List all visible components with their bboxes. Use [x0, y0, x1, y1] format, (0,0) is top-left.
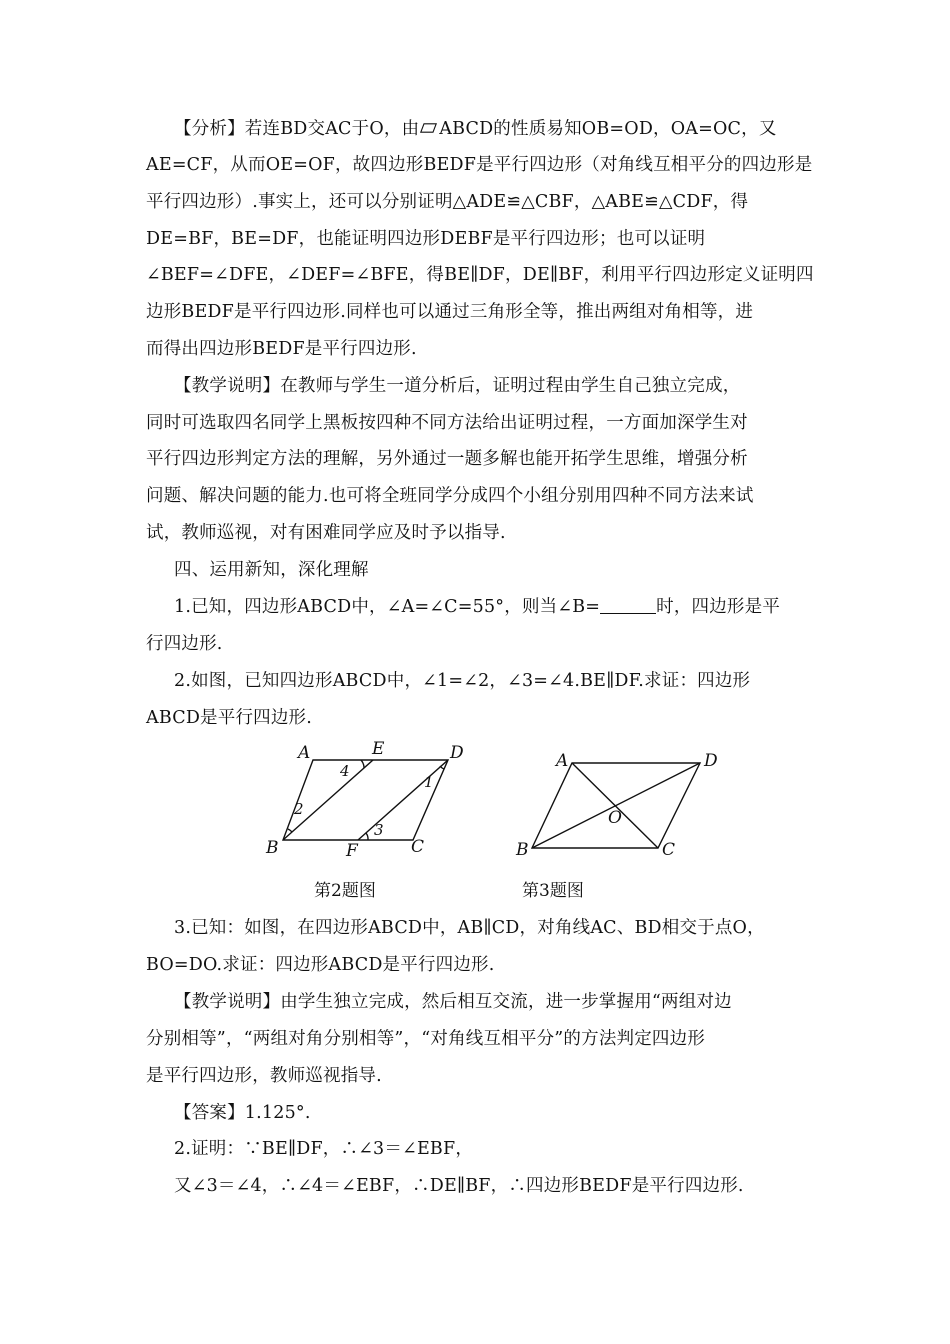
question-3-line-1: 3.已知：如图，在四边形ABCD中，AB∥CD，对角线AC、BD相交于点O， [174, 918, 765, 938]
label-b: B [266, 838, 279, 858]
label-o: O [608, 808, 622, 828]
answer-blank [600, 597, 656, 614]
teaching-note-2-line-3: 是平行四边形，教师巡视指导. [146, 1066, 382, 1086]
parallelogram-symbol-icon [420, 123, 437, 133]
analysis-line-1 [174, 117, 777, 141]
label-a: A [298, 743, 311, 763]
label-d: D [450, 743, 464, 763]
angle-arc-4 [361, 760, 364, 768]
label-c: C [662, 840, 676, 860]
figure-3-diagram [510, 745, 730, 865]
teaching-note-2-line-2: 分别相等”，“两组对角分别相等”，“对角线互相平分”的方法判定四边形 [146, 1029, 706, 1049]
answer-line-3: 又∠3＝∠4，∴∠4＝∠EBF，∴DE∥BF，∴四边形BEDF是平行四边形. [174, 1176, 744, 1196]
answer-line-1: 【答案】1.125°. [174, 1103, 311, 1123]
figure-2-diagram [260, 738, 480, 860]
label-a: A [556, 751, 569, 771]
question-1-line-1 [174, 595, 780, 619]
teaching-note-line-3: 平行四边形判定方法的理解，另外通过一题多解也能开拓学生思维，增强分析 [146, 449, 748, 469]
question-3-line-2: BO=DO.求证：四边形ABCD是平行四边形. [146, 955, 495, 975]
figure-2-caption: 第2题图 [314, 881, 376, 901]
angle-arc-3 [366, 833, 368, 840]
question-1-text: 1.已知，四边形ABCD中，∠A=∠C=55°，则当∠B= [174, 597, 601, 617]
teaching-note-line-5: 试，教师巡视，对有困难同学应及时予以指导. [146, 523, 506, 543]
label-d: D [704, 751, 718, 771]
parallelogram-abcd [283, 760, 448, 840]
label-f: F [346, 841, 358, 860]
analysis-line-1a: 【分析】若连BD交AC于O，由 [174, 119, 420, 139]
teaching-note-2-line-1: 【教学说明】由学生独立完成，然后相互交流，进一步掌握用“两组对边 [174, 992, 732, 1012]
question-2-line-2: ABCD是平行四边形. [146, 708, 313, 728]
teaching-note-line-4: 问题、解决问题的能力.也可将全班同学分成四个小组分别用四种不同方法来试 [146, 486, 754, 506]
analysis-line-6: 边形BEDF是平行四边形.同样也可以通过三角形全等，推出两组对角相等，进 [146, 302, 754, 322]
analysis-line-4: DE=BF，BE=DF，也能证明四边形DEBF是平行四边形；也可以证明 [146, 229, 706, 249]
analysis-line-2: AE=CF，从而OE=OF，故四边形BEDF是平行四边形（对角线互相平分的四边形是 [146, 155, 813, 175]
analysis-line-5: ∠BEF=∠DFE，∠DEF=∠BFE，得BE∥DF，DE∥BF，利用平行四边形定义证明四 [146, 265, 814, 285]
label-b: B [516, 840, 529, 860]
angle-arc-2 [288, 829, 292, 832]
answer-line-2: 2.证明：∵BE∥DF，∴∠3＝∠EBF， [174, 1139, 474, 1159]
teaching-note-line-1: 【教学说明】在教师与学生一道分析后，证明过程由学生自己独立完成， [174, 376, 741, 396]
analysis-line-3: 平行四边形）.事实上，还可以分别证明△ADE≌△CBF，△ABE≌△CDF，得 [146, 192, 749, 212]
angle-label-1: 1 [424, 773, 434, 791]
segment-df [358, 760, 448, 840]
question-1-line-2: 行四边形. [146, 634, 223, 654]
analysis-line-7: 而得出四边形BEDF是平行四边形. [146, 339, 417, 359]
section-heading: 四、运用新知，深化理解 [174, 560, 369, 580]
analysis-line-1b: ABCD的性质易知OB=OD，OA=OC，又 [439, 119, 777, 139]
question-2-line-1: 2.如图，已知四边形ABCD中，∠1=∠2，∠3=∠4.BE∥DF.求证：四边形 [174, 671, 751, 691]
teaching-note-line-2: 同时可选取四名同学上黑板按四种不同方法给出证明过程，一方面加深学生对 [146, 413, 748, 433]
diagonal-bd [532, 763, 700, 848]
label-e: E [372, 739, 385, 759]
label-c: C [411, 837, 425, 857]
angle-label-2: 2 [294, 800, 304, 818]
angle-label-4: 4 [340, 762, 350, 780]
angle-label-3: 3 [374, 821, 384, 839]
figure-3-caption: 第3题图 [522, 881, 584, 901]
angle-arc-1 [440, 766, 444, 769]
question-1-text-end: 时，四边形是平 [656, 597, 781, 617]
